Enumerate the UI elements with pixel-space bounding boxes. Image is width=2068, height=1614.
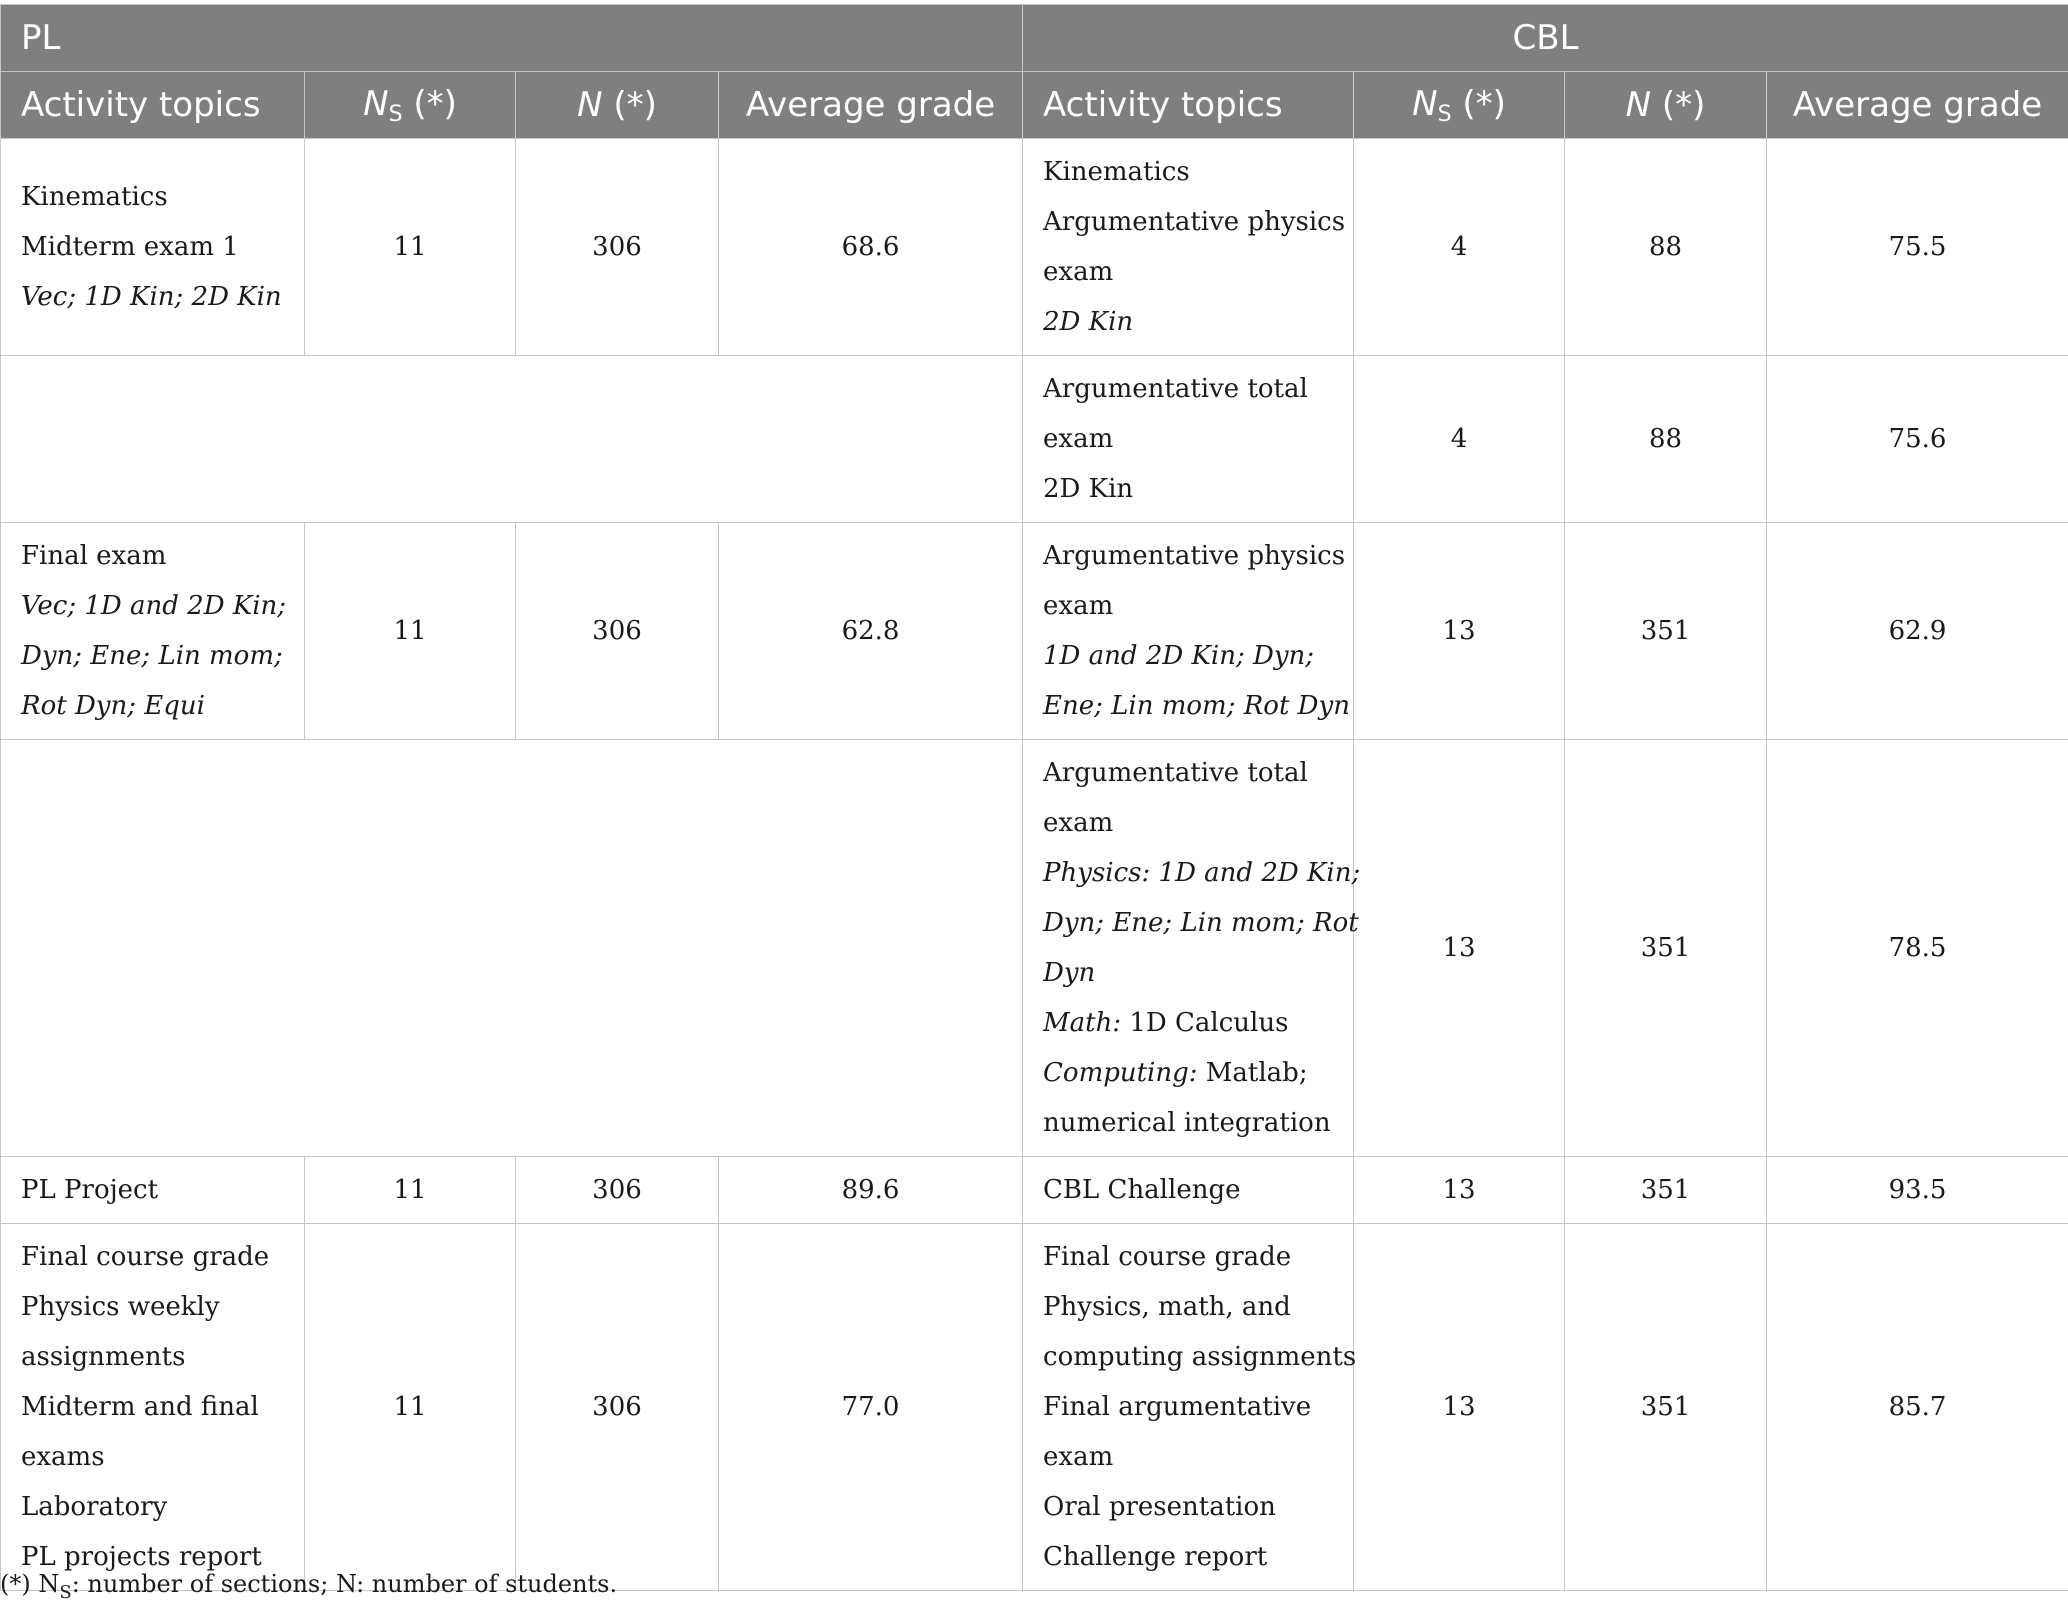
topic-line-text: 2D Kin <box>1043 474 1134 504</box>
topic-line <box>1043 247 1333 297</box>
topic-line-text: exam <box>1043 257 1114 287</box>
pl-n-cell: 306 <box>516 523 719 740</box>
topic-line <box>1043 1482 1333 1532</box>
footnote-subscript: S <box>59 1581 72 1603</box>
topic-line-text: PL projects report <box>21 1542 262 1572</box>
topic-line-text: Dyn; Ene; Lin mom; Rot <box>1043 908 1359 938</box>
pl-n-cell: 306 <box>516 139 719 356</box>
table-body <box>1 139 2068 1591</box>
topic-line-text: Physics, math, and <box>1043 1292 1291 1322</box>
cbl-n-cell: 351 <box>1565 1157 1767 1224</box>
topic-line <box>21 631 284 681</box>
topic-line-text: PL Project <box>21 1175 159 1205</box>
topic-line-text: Kinematics <box>21 182 168 212</box>
topic-line <box>21 1282 284 1332</box>
topic-line-text: exams <box>21 1442 105 1472</box>
topic-line <box>1043 998 1333 1048</box>
topic-line <box>1043 631 1333 681</box>
group-header-row <box>1 5 2068 72</box>
cbl-activity-cell <box>1023 523 1354 740</box>
pl-avg-cell: 77.0 <box>719 1224 1023 1591</box>
topic-line <box>1043 297 1333 347</box>
topic-line <box>21 1432 284 1482</box>
table-row <box>1 139 2068 356</box>
topic-line-text: Argumentative total <box>1043 374 1308 404</box>
pl-avg-cell: 62.8 <box>719 523 1023 740</box>
cbl-avg-cell: 62.9 <box>1767 523 2068 740</box>
ns-symbol: N <box>1412 83 1438 124</box>
topic-line <box>1043 531 1346 581</box>
topic-line-text: Final argumentative <box>1043 1392 1312 1422</box>
topic-line <box>1043 898 1359 948</box>
topic-line-text: assignments <box>21 1342 186 1372</box>
table-header <box>1 5 2068 139</box>
topic-line-text: computing assignments <box>1043 1342 1357 1372</box>
topic-line <box>1043 1232 1333 1282</box>
topic-line <box>1043 798 1333 848</box>
topic-line-text: Midterm exam 1 <box>21 232 239 262</box>
table-row <box>1 356 2068 523</box>
topic-line <box>1043 1098 1333 1148</box>
cbl-avg-cell: 75.6 <box>1767 356 2068 523</box>
topic-line-text: Argumentative physics <box>1043 207 1346 237</box>
topic-line <box>1043 147 1333 197</box>
topic-line-text: Final course grade <box>21 1242 270 1272</box>
topic-line-text: Physics: 1D and 2D Kin; <box>1043 858 1361 888</box>
pl-ns-cell: 11 <box>305 139 516 356</box>
cbl-activity-header: Activity topics <box>1023 72 1354 139</box>
column-header-row <box>1 72 2068 139</box>
pl-ns-cell: 11 <box>305 523 516 740</box>
cbl-ns-cell: 13 <box>1354 523 1565 740</box>
ns-asterisk: (*) <box>402 83 457 124</box>
topic-line-text: Dyn <box>1043 958 1096 988</box>
topic-line-text: exam <box>1043 424 1114 454</box>
topic-line <box>21 681 284 731</box>
topic-line <box>1043 1048 1333 1098</box>
topic-line-text: 1D Calculus <box>1121 1008 1289 1038</box>
topic-line-label: Computing: <box>1043 1058 1198 1088</box>
topic-line <box>21 581 287 631</box>
cbl-ns-cell: 13 <box>1354 740 1565 1157</box>
cbl-avg-header: Average grade <box>1767 72 2068 139</box>
topic-line-text: Midterm and final <box>21 1392 259 1422</box>
cbl-avg-cell: 85.7 <box>1767 1224 2068 1591</box>
topic-line-text: Matlab; <box>1197 1058 1308 1088</box>
pl-activity-cell <box>1 1157 305 1224</box>
cbl-avg-cell: 75.5 <box>1767 139 2068 356</box>
cbl-group-header: CBL <box>1023 5 2068 72</box>
topic-line-text: Kinematics <box>1043 157 1190 187</box>
topic-line <box>21 1232 284 1282</box>
pl-avg-cell: 89.6 <box>719 1157 1023 1224</box>
cbl-ns-cell: 13 <box>1354 1157 1565 1224</box>
topic-line-text: Physics weekly <box>21 1292 220 1322</box>
pl-avg-header: Average grade <box>719 72 1023 139</box>
topic-line <box>1043 1382 1333 1432</box>
pl-n-header <box>516 72 719 139</box>
topic-line-text: exam <box>1043 591 1114 621</box>
cbl-activity-cell <box>1023 1157 1354 1224</box>
topic-line-text: Laboratory <box>21 1492 168 1522</box>
topic-line <box>1043 1282 1333 1332</box>
n-symbol: N <box>577 85 603 125</box>
topic-line <box>1043 1532 1333 1582</box>
topic-line <box>1043 197 1346 247</box>
cbl-ns-cell: 4 <box>1354 356 1565 523</box>
n-symbol: N <box>1625 85 1652 125</box>
pl-activity-cell <box>1 139 305 356</box>
topic-line <box>21 1382 284 1432</box>
topic-line-text: Vec; 1D and 2D Kin; <box>21 591 287 621</box>
topic-line-text: Challenge report <box>1043 1542 1268 1572</box>
topic-line-text: Final course grade <box>1043 1242 1292 1272</box>
topic-line-text: exam <box>1043 808 1114 838</box>
grades-table <box>0 4 2068 1591</box>
table-row <box>1 1157 2068 1224</box>
topic-line <box>1043 681 1350 731</box>
pl-avg-cell: 68.6 <box>719 139 1023 356</box>
topic-line <box>21 1165 284 1215</box>
topic-line-label: Math: <box>1043 1008 1122 1038</box>
topic-line <box>1043 581 1333 631</box>
topic-line-text: Argumentative total <box>1043 758 1308 788</box>
cbl-n-header <box>1565 72 1767 139</box>
pl-empty-cell <box>1 740 1023 1157</box>
cbl-avg-cell: 93.5 <box>1767 1157 2068 1224</box>
topic-line-text: 1D and 2D Kin; Dyn; <box>1043 641 1315 671</box>
topic-line-text: exam <box>1043 1442 1114 1472</box>
topic-line-text: Oral presentation <box>1043 1492 1276 1522</box>
topic-line-text: Argumentative physics <box>1043 541 1346 571</box>
ns-asterisk: (*) <box>1451 83 1506 124</box>
cbl-n-cell: 351 <box>1565 1224 1767 1591</box>
pl-n-cell: 306 <box>516 1157 719 1224</box>
pl-ns-cell: 11 <box>305 1157 516 1224</box>
pl-n-cell: 306 <box>516 1224 719 1591</box>
topic-line <box>1043 1165 1333 1215</box>
cbl-ns-header <box>1354 72 1565 139</box>
topic-line-text: Ene; Lin mom; Rot Dyn <box>1043 691 1350 721</box>
cbl-activity-cell <box>1023 1224 1357 1591</box>
footnote-marker: (*) N <box>0 1570 60 1598</box>
topic-line <box>1043 1432 1333 1482</box>
table-row <box>1 523 2068 740</box>
topic-line <box>21 272 284 322</box>
topic-line-text: Vec; 1D Kin; 2D Kin <box>21 282 282 312</box>
footnote <box>0 1570 617 1603</box>
topic-line <box>21 222 284 272</box>
topic-line <box>1043 414 1333 464</box>
topic-line-text: Rot Dyn; Equi <box>21 691 205 721</box>
ns-subscript: S <box>1437 101 1452 127</box>
topic-line <box>21 172 284 222</box>
topic-line-text: CBL Challenge <box>1043 1175 1241 1205</box>
topic-line <box>1043 1332 1357 1382</box>
topic-line <box>21 1332 284 1382</box>
pl-ns-header <box>305 72 516 139</box>
topic-line <box>1043 464 1333 514</box>
cbl-activity-cell <box>1023 356 1354 523</box>
ns-symbol: N <box>363 83 389 124</box>
pl-activity-cell <box>1 523 305 740</box>
footnote-text: : number of sections; N: number of students. <box>71 1570 618 1598</box>
topic-line-text: numerical integration <box>1043 1108 1331 1138</box>
topic-line <box>1043 748 1333 798</box>
cbl-n-cell: 351 <box>1565 523 1767 740</box>
n-asterisk: (*) <box>1651 85 1706 125</box>
cbl-activity-cell <box>1023 139 1354 356</box>
pl-empty-cell <box>1 356 1023 523</box>
topic-line-text: Dyn; Ene; Lin mom; <box>21 641 283 671</box>
cbl-n-cell: 88 <box>1565 139 1767 356</box>
cbl-n-cell: 88 <box>1565 356 1767 523</box>
topic-line <box>21 531 284 581</box>
cbl-n-cell: 351 <box>1565 740 1767 1157</box>
cbl-activity-cell <box>1023 740 1361 1157</box>
topic-line-text: Final exam <box>21 541 167 571</box>
ns-subscript: S <box>388 101 403 127</box>
cbl-ns-cell: 4 <box>1354 139 1565 356</box>
cbl-avg-cell: 78.5 <box>1767 740 2068 1157</box>
topic-line-text: 2D Kin <box>1043 307 1134 337</box>
pl-group-header: PL <box>1 5 1023 72</box>
topic-line <box>1043 848 1361 898</box>
table-row <box>1 740 2068 1157</box>
pl-ns-cell: 11 <box>305 1224 516 1591</box>
n-asterisk: (*) <box>602 85 657 125</box>
table-row <box>1 1224 2068 1591</box>
topic-line <box>1043 948 1333 998</box>
pl-activity-header: Activity topics <box>1 72 305 139</box>
topic-line <box>1043 364 1333 414</box>
pl-activity-cell <box>1 1224 305 1591</box>
cbl-ns-cell: 13 <box>1354 1224 1565 1591</box>
topic-line <box>21 1482 284 1532</box>
